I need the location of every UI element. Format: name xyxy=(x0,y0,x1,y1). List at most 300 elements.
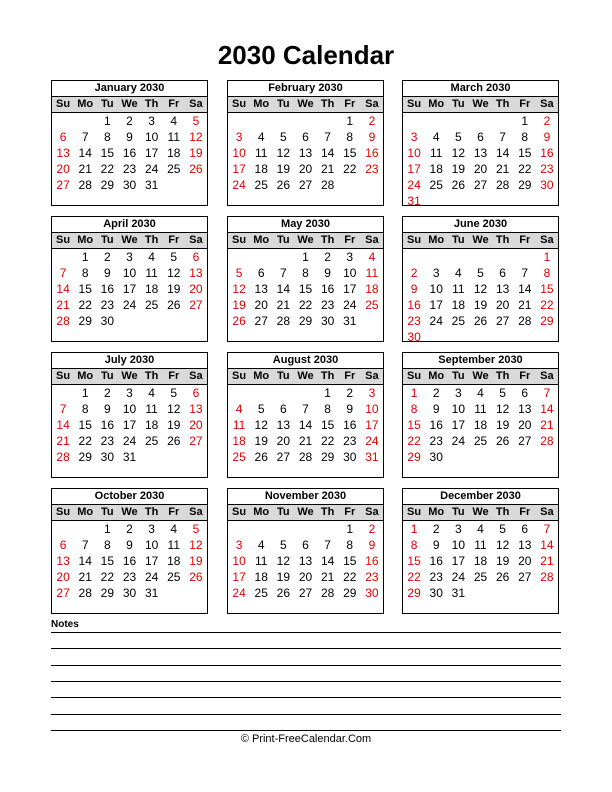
day-cell: 23 xyxy=(429,570,443,584)
day-cell: 15 xyxy=(343,554,357,568)
weekday-header: Th xyxy=(495,506,510,518)
weekday-header-row xyxy=(403,97,558,113)
weekday-header: Sa xyxy=(540,98,554,110)
weekday-header: Th xyxy=(144,98,159,110)
empty-day-cell xyxy=(272,521,294,537)
day-cell: 27 xyxy=(189,434,203,448)
day-cell: 21 xyxy=(320,162,335,176)
day-cell: 21 xyxy=(495,162,510,176)
day-cell: 17 xyxy=(451,418,466,432)
day-cell: 25 xyxy=(254,586,268,600)
month-block xyxy=(227,80,384,206)
day-cell: 11 xyxy=(254,146,268,160)
weekday-header: Mo xyxy=(428,98,445,110)
day-cell: 27 xyxy=(276,450,291,464)
day-cell: 1 xyxy=(521,114,529,128)
day-cell: 29 xyxy=(407,450,421,464)
weekday-header: Mo xyxy=(77,370,94,382)
empty-day-cell xyxy=(447,249,469,265)
weekday-header-row xyxy=(403,233,558,249)
weekday-header: We xyxy=(297,370,314,382)
day-cell: 21 xyxy=(56,298,70,312)
weekday-header: Su xyxy=(407,98,422,110)
day-grid xyxy=(403,113,558,209)
day-cell: 27 xyxy=(56,586,70,600)
weekday-header-row xyxy=(52,97,207,113)
day-cell: 13 xyxy=(189,402,203,416)
weekday-header: Tu xyxy=(101,370,114,382)
day-grid xyxy=(228,113,383,193)
empty-day-cell xyxy=(294,385,316,401)
month-name: November 2030 xyxy=(228,489,383,505)
day-cell: 13 xyxy=(518,402,532,416)
day-cell: 24 xyxy=(122,298,137,312)
day-cell: 9 xyxy=(126,130,133,144)
weekday-header: Th xyxy=(320,234,335,246)
weekday-header: Tu xyxy=(101,506,114,518)
day-cell: 11 xyxy=(254,554,268,568)
day-cell: 14 xyxy=(78,554,92,568)
day-cell: 9 xyxy=(543,130,551,144)
month-block xyxy=(402,216,559,342)
day-cell: 13 xyxy=(254,282,268,296)
weekday-header: Fr xyxy=(168,98,180,110)
day-cell: 18 xyxy=(232,434,246,448)
day-cell: 2 xyxy=(432,386,440,400)
weekday-header: Th xyxy=(320,98,335,110)
empty-day-cell xyxy=(403,113,425,129)
weekday-header: Fr xyxy=(519,506,531,518)
month-block xyxy=(402,352,559,478)
empty-day-cell xyxy=(272,385,294,401)
month-name: August 2030 xyxy=(228,353,383,369)
day-cell: 1 xyxy=(346,114,354,128)
day-cell: 25 xyxy=(365,298,379,312)
day-cell: 14 xyxy=(276,282,291,296)
day-cell: 5 xyxy=(235,266,243,280)
day-cell: 5 xyxy=(477,266,484,280)
day-cell: 21 xyxy=(320,570,335,584)
weekday-header: Tu xyxy=(452,506,465,518)
day-cell: 21 xyxy=(276,298,291,312)
weekday-header-row xyxy=(228,369,383,385)
month-name: October 2030 xyxy=(52,489,207,505)
day-cell: 13 xyxy=(56,146,70,160)
day-cell: 14 xyxy=(540,402,554,416)
day-cell: 18 xyxy=(473,418,488,432)
day-cell: 8 xyxy=(346,130,354,144)
day-cell: 16 xyxy=(429,554,443,568)
empty-day-cell xyxy=(514,249,536,265)
day-cell: 10 xyxy=(429,282,443,296)
day-cell: 26 xyxy=(276,586,291,600)
empty-day-cell xyxy=(228,249,250,265)
day-cell: 4 xyxy=(455,266,462,280)
day-cell: 5 xyxy=(192,114,200,128)
day-cell: 8 xyxy=(302,266,309,280)
day-cell: 3 xyxy=(235,538,243,552)
day-cell: 26 xyxy=(189,570,203,584)
day-cell: 3 xyxy=(368,386,376,400)
weekday-header: Fr xyxy=(519,234,531,246)
month-block xyxy=(227,488,384,614)
day-cell: 24 xyxy=(232,586,246,600)
day-cell: 24 xyxy=(429,314,443,328)
month-block xyxy=(51,352,208,478)
day-cell: 26 xyxy=(473,314,488,328)
weekday-header: Su xyxy=(232,506,247,518)
day-cell: 25 xyxy=(429,178,443,192)
weekday-header: Fr xyxy=(344,98,356,110)
day-cell: 21 xyxy=(78,162,92,176)
weekday-header: We xyxy=(121,370,138,382)
day-cell: 22 xyxy=(78,434,92,448)
day-cell: 23 xyxy=(320,298,335,312)
note-line xyxy=(51,730,561,731)
weekday-header: Su xyxy=(56,98,71,110)
weekday-header: Mo xyxy=(428,370,445,382)
day-cell: 20 xyxy=(518,554,532,568)
day-cell: 24 xyxy=(144,162,159,176)
day-cell: 20 xyxy=(276,434,291,448)
note-line xyxy=(51,714,561,715)
day-cell: 7 xyxy=(280,266,287,280)
weekday-header: Fr xyxy=(344,506,356,518)
day-cell: 26 xyxy=(232,314,246,328)
day-cell: 27 xyxy=(189,298,203,312)
month-block xyxy=(227,216,384,342)
month-block xyxy=(51,80,208,206)
day-cell: 31 xyxy=(144,178,159,192)
day-cell: 4 xyxy=(148,250,155,264)
day-cell: 22 xyxy=(100,162,115,176)
day-cell: 28 xyxy=(298,450,313,464)
day-cell: 24 xyxy=(343,298,357,312)
day-cell: 11 xyxy=(232,418,246,432)
weekday-header: Fr xyxy=(168,370,180,382)
day-cell: 9 xyxy=(432,538,440,552)
empty-day-cell xyxy=(492,113,514,129)
day-cell: 20 xyxy=(298,162,313,176)
day-cell: 2 xyxy=(104,386,111,400)
weekday-header: We xyxy=(297,98,314,110)
weekday-header: Sa xyxy=(540,234,554,246)
day-cell: 19 xyxy=(189,554,203,568)
day-cell: 23 xyxy=(407,314,421,328)
day-cell: 2 xyxy=(368,522,376,536)
weekday-header: Fr xyxy=(168,506,180,518)
day-cell: 16 xyxy=(540,146,554,160)
day-cell: 19 xyxy=(232,298,246,312)
month-name: September 2030 xyxy=(403,353,558,369)
day-cell: 18 xyxy=(473,554,488,568)
empty-day-cell xyxy=(250,521,272,537)
day-cell: 10 xyxy=(343,266,357,280)
day-cell: 5 xyxy=(192,522,200,536)
day-cell: 30 xyxy=(122,178,137,192)
day-cell: 30 xyxy=(100,450,115,464)
day-cell: 27 xyxy=(495,314,510,328)
month-name: June 2030 xyxy=(403,217,558,233)
day-cell: 6 xyxy=(59,538,67,552)
day-cell: 4 xyxy=(257,538,265,552)
day-cell: 10 xyxy=(451,402,466,416)
day-cell: 2 xyxy=(126,114,133,128)
day-cell: 28 xyxy=(540,434,554,448)
day-cell: 2 xyxy=(104,250,111,264)
weekday-header: Th xyxy=(320,370,335,382)
empty-day-cell xyxy=(294,113,316,129)
empty-day-cell xyxy=(425,249,447,265)
day-cell: 10 xyxy=(365,402,379,416)
day-cell: 5 xyxy=(170,250,178,264)
month-block xyxy=(51,216,208,342)
day-cell: 1 xyxy=(302,250,309,264)
day-cell: 7 xyxy=(59,266,67,280)
weekday-header: Th xyxy=(495,370,510,382)
day-cell: 16 xyxy=(429,418,443,432)
day-cell: 24 xyxy=(122,434,137,448)
weekday-header: We xyxy=(472,370,489,382)
day-cell: 28 xyxy=(495,178,510,192)
day-cell: 30 xyxy=(343,450,357,464)
empty-day-cell xyxy=(469,249,491,265)
weekday-header: Mo xyxy=(253,234,270,246)
weekday-header: Su xyxy=(407,506,422,518)
day-cell: 9 xyxy=(368,538,376,552)
day-cell: 13 xyxy=(473,146,488,160)
day-cell: 19 xyxy=(254,434,268,448)
weekday-header: Sa xyxy=(365,234,379,246)
day-cell: 20 xyxy=(56,162,70,176)
day-cell: 25 xyxy=(451,314,466,328)
weekday-header: Su xyxy=(56,370,71,382)
day-cell: 28 xyxy=(320,586,335,600)
empty-day-cell xyxy=(250,385,272,401)
day-cell: 13 xyxy=(518,538,532,552)
day-cell: 26 xyxy=(495,570,510,584)
day-cell: 5 xyxy=(499,522,506,536)
weekday-header-row xyxy=(403,505,558,521)
day-cell: 31 xyxy=(365,450,379,464)
day-cell: 28 xyxy=(78,586,92,600)
empty-day-cell xyxy=(294,521,316,537)
day-cell: 23 xyxy=(429,434,443,448)
day-cell: 19 xyxy=(189,146,203,160)
day-cell: 8 xyxy=(543,266,551,280)
day-cell: 11 xyxy=(145,266,158,280)
day-cell: 4 xyxy=(170,114,178,128)
weekday-header-row xyxy=(228,97,383,113)
day-cell: 10 xyxy=(144,130,159,144)
day-cell: 29 xyxy=(343,586,357,600)
day-cell: 8 xyxy=(81,402,89,416)
day-cell: 11 xyxy=(167,130,180,144)
day-cell: 20 xyxy=(56,570,70,584)
day-cell: 14 xyxy=(56,418,70,432)
weekday-header: Sa xyxy=(189,98,203,110)
day-cell: 20 xyxy=(495,298,510,312)
month-name: December 2030 xyxy=(403,489,558,505)
day-cell: 17 xyxy=(343,282,357,296)
day-cell: 24 xyxy=(232,178,246,192)
day-cell: 29 xyxy=(78,450,92,464)
day-cell: 9 xyxy=(104,402,111,416)
day-cell: 2 xyxy=(346,386,354,400)
day-grid xyxy=(403,521,558,601)
day-cell: 15 xyxy=(407,554,421,568)
day-cell: 13 xyxy=(495,282,510,296)
day-cell: 31 xyxy=(451,586,466,600)
day-cell: 6 xyxy=(499,266,506,280)
note-line xyxy=(51,632,561,633)
day-cell: 12 xyxy=(276,554,291,568)
month-block xyxy=(402,80,559,206)
day-cell: 8 xyxy=(81,266,89,280)
weekday-header: Su xyxy=(232,98,247,110)
day-cell: 12 xyxy=(473,282,488,296)
weekday-header: Mo xyxy=(428,506,445,518)
weekday-header-row xyxy=(52,369,207,385)
day-cell: 2 xyxy=(432,522,440,536)
day-cell: 16 xyxy=(100,418,115,432)
day-cell: 27 xyxy=(298,178,313,192)
day-cell: 30 xyxy=(540,178,554,192)
weekday-header: Mo xyxy=(253,506,270,518)
day-cell: 1 xyxy=(346,522,354,536)
day-cell: 5 xyxy=(280,130,287,144)
month-block xyxy=(227,352,384,478)
day-cell: 16 xyxy=(320,282,335,296)
day-cell: 6 xyxy=(302,130,309,144)
footer-credit: © Print-FreeCalendar.Com xyxy=(240,733,372,745)
day-cell: 19 xyxy=(495,554,510,568)
day-cell: 1 xyxy=(104,114,111,128)
day-cell: 24 xyxy=(144,570,159,584)
day-cell: 31 xyxy=(407,194,421,208)
day-cell: 20 xyxy=(189,282,203,296)
day-cell: 6 xyxy=(521,522,529,536)
day-cell: 7 xyxy=(543,522,551,536)
day-cell: 18 xyxy=(365,282,379,296)
day-cell: 12 xyxy=(495,538,510,552)
note-line xyxy=(51,697,561,698)
weekday-header: Sa xyxy=(189,234,203,246)
day-cell: 2 xyxy=(410,266,418,280)
month-name: May 2030 xyxy=(228,217,383,233)
month-name: April 2030 xyxy=(52,217,207,233)
day-cell: 3 xyxy=(235,130,243,144)
day-cell: 1 xyxy=(81,386,89,400)
weekday-header: Tu xyxy=(452,98,465,110)
day-cell: 16 xyxy=(122,146,137,160)
empty-day-cell xyxy=(74,113,96,129)
day-grid xyxy=(403,249,558,345)
day-cell: 30 xyxy=(429,586,443,600)
day-cell: 26 xyxy=(189,162,203,176)
day-cell: 30 xyxy=(407,330,421,344)
day-cell: 3 xyxy=(148,522,155,536)
day-cell: 6 xyxy=(521,386,529,400)
day-cell: 5 xyxy=(170,386,178,400)
day-cell: 22 xyxy=(320,434,335,448)
day-cell: 30 xyxy=(365,586,379,600)
weekday-header: Th xyxy=(495,234,510,246)
day-cell: 10 xyxy=(122,266,137,280)
day-cell: 19 xyxy=(473,298,488,312)
weekday-header: Mo xyxy=(253,98,270,110)
day-cell: 10 xyxy=(232,146,246,160)
empty-day-cell xyxy=(469,113,491,129)
day-cell: 6 xyxy=(280,402,287,416)
month-name: July 2030 xyxy=(52,353,207,369)
day-cell: 15 xyxy=(298,282,313,296)
empty-day-cell xyxy=(52,521,74,537)
day-cell: 17 xyxy=(365,418,379,432)
day-cell: 17 xyxy=(407,162,421,176)
empty-day-cell xyxy=(272,113,294,129)
day-cell: 17 xyxy=(144,554,159,568)
day-cell: 25 xyxy=(473,434,488,448)
day-cell: 28 xyxy=(540,570,554,584)
day-cell: 7 xyxy=(324,130,331,144)
day-cell: 28 xyxy=(56,450,70,464)
day-cell: 7 xyxy=(302,402,309,416)
day-cell: 23 xyxy=(343,434,357,448)
weekday-header: We xyxy=(121,506,138,518)
weekday-header: Su xyxy=(56,506,71,518)
day-cell: 9 xyxy=(126,538,133,552)
day-cell: 29 xyxy=(320,450,335,464)
day-cell: 7 xyxy=(543,386,551,400)
day-cell: 12 xyxy=(495,402,510,416)
day-cell: 12 xyxy=(189,130,203,144)
day-cell: 14 xyxy=(495,146,510,160)
day-cell: 15 xyxy=(78,282,92,296)
day-cell: 25 xyxy=(473,570,488,584)
day-cell: 5 xyxy=(455,130,462,144)
day-cell: 15 xyxy=(100,146,115,160)
day-cell: 29 xyxy=(298,314,313,328)
empty-day-cell xyxy=(447,113,469,129)
day-cell: 22 xyxy=(407,434,421,448)
weekday-header-row xyxy=(228,505,383,521)
day-cell: 17 xyxy=(232,570,246,584)
day-cell: 12 xyxy=(232,282,246,296)
day-cell: 22 xyxy=(518,162,532,176)
day-cell: 8 xyxy=(324,402,331,416)
day-grid xyxy=(52,521,207,601)
weekday-header: Sa xyxy=(540,370,554,382)
day-cell: 2 xyxy=(324,250,331,264)
weekday-header: Fr xyxy=(344,234,356,246)
day-cell: 19 xyxy=(167,282,181,296)
day-cell: 7 xyxy=(521,266,529,280)
day-cell: 17 xyxy=(122,418,137,432)
day-cell: 30 xyxy=(429,450,443,464)
day-cell: 7 xyxy=(81,538,89,552)
day-cell: 17 xyxy=(232,162,246,176)
weekday-header: Sa xyxy=(365,506,379,518)
day-cell: 10 xyxy=(407,146,421,160)
day-cell: 23 xyxy=(365,162,379,176)
day-cell: 25 xyxy=(144,434,159,448)
day-cell: 26 xyxy=(167,298,181,312)
day-cell: 18 xyxy=(429,162,443,176)
day-cell: 3 xyxy=(148,114,155,128)
day-cell: 11 xyxy=(145,402,158,416)
day-cell: 30 xyxy=(320,314,335,328)
